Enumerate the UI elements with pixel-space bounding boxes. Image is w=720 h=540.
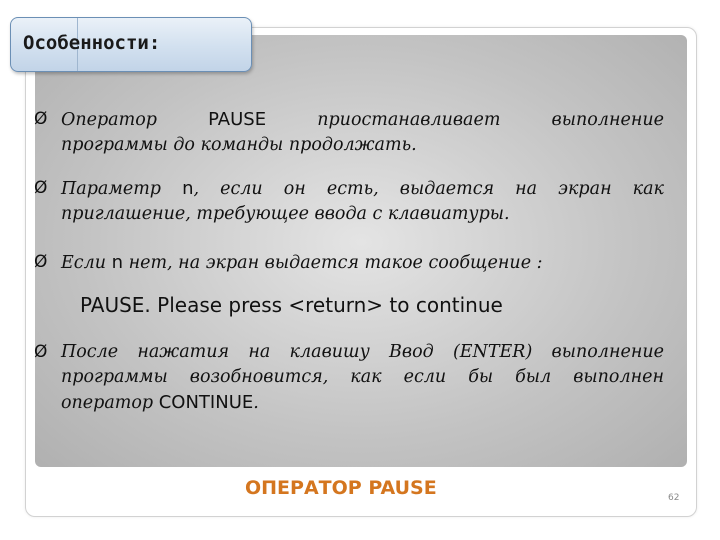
- pause-message: PAUSE. Please press <return> to continue: [80, 293, 503, 317]
- bullet-text: Параметр: [61, 179, 161, 199]
- bullet-line: программы возобновится, как если бы был выполнен: [61, 367, 664, 387]
- bullet-line: [61, 250, 664, 276]
- title-tab: [10, 17, 252, 72]
- keyword: PAUSE: [208, 109, 267, 130]
- tab-title: Особенности:: [23, 32, 161, 54]
- bullet-line: программы до команды продолжать.: [61, 135, 417, 155]
- bullet-arrow-icon: Ø: [34, 252, 48, 272]
- bullet-line: [61, 107, 664, 133]
- bullet-text: , если он есть, выдается на экран как: [193, 179, 664, 199]
- bullet-line: [61, 176, 664, 202]
- bullet-line: [61, 390, 664, 416]
- bullet-line: приглашение, требующее ввода с клавиатуры.: [61, 204, 510, 224]
- keyword: n: [111, 252, 123, 273]
- bullet-text: Оператор: [61, 110, 157, 130]
- bullet-text: Если: [61, 253, 106, 273]
- bullet-arrow-icon: Ø: [34, 109, 48, 129]
- slide-title: ОПЕРАТОР PAUSE: [245, 477, 437, 499]
- bullet-arrow-icon: Ø: [34, 178, 48, 198]
- bullet-text: .: [253, 393, 259, 413]
- bullet-text: приостанавливает выполнение: [317, 110, 664, 130]
- page-number: 62: [668, 493, 680, 503]
- bullet-line: После нажатия на клавишу Ввод (ENTER) выполнение: [61, 342, 664, 362]
- keyword: n: [182, 178, 194, 199]
- bullet-text: оператор: [61, 393, 154, 413]
- bullet-text: нет, на экран выдается такое сообщение :: [128, 253, 543, 273]
- keyword: CONTINUE: [158, 392, 254, 413]
- bullet-arrow-icon: Ø: [34, 342, 48, 362]
